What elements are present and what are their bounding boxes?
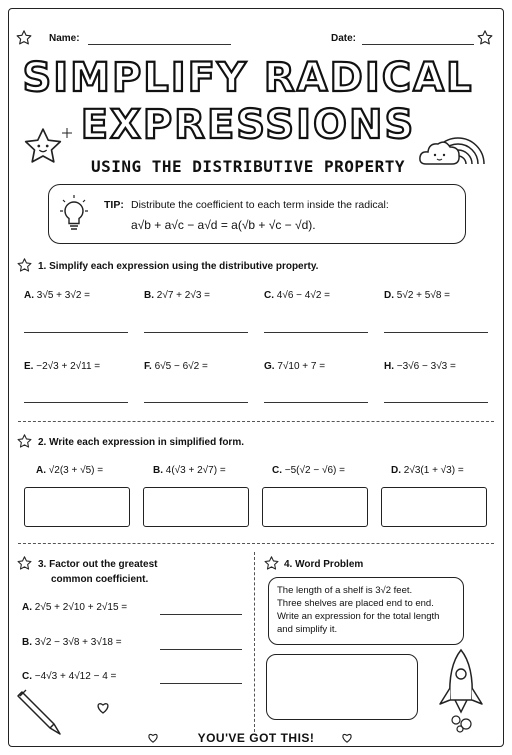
section-divider <box>18 421 494 422</box>
problem-letter: B. <box>153 465 163 476</box>
star-icon <box>16 30 32 46</box>
answer-line[interactable] <box>24 402 128 403</box>
answer-line[interactable] <box>264 402 368 403</box>
answer-line[interactable] <box>160 614 242 615</box>
problem <box>391 465 464 476</box>
problem-letter: A. <box>24 290 34 301</box>
section3-heading: 3. Factor out the greatest <box>38 559 158 570</box>
footer-text: YOU'VE GOT THIS! <box>197 731 315 745</box>
section3-heading-cont: common coefficient. <box>51 574 149 585</box>
sparkle-icon <box>62 128 72 138</box>
smiling-star-icon <box>22 126 64 168</box>
answer-line[interactable] <box>144 332 248 333</box>
answer-box[interactable] <box>24 487 130 527</box>
section1-heading: 1. Simplify each expression using the distributive property. <box>38 261 319 272</box>
tip-text: Distribute the coefficient to each term inside the radical: <box>131 199 389 211</box>
problem-letter: D. <box>384 290 394 301</box>
problem-expression: 7√10 + 7 = <box>277 361 326 372</box>
problem-expression: 6√5 − 6√2 = <box>154 361 208 372</box>
problem-letter: C. <box>22 671 32 682</box>
lightbulb-icon <box>60 195 88 235</box>
problem-letter: E. <box>24 361 34 372</box>
section-divider <box>18 543 494 544</box>
answer-box[interactable] <box>262 487 368 527</box>
star-icon <box>264 556 279 571</box>
word-problem-line: and simplify it. <box>277 624 338 635</box>
date-label: Date: <box>331 33 357 44</box>
problem-letter: G. <box>264 361 275 372</box>
rocket-icon <box>436 648 486 734</box>
word-problem-line: Write an expression for the total length <box>277 611 440 622</box>
word-problem-line: The length of a shelf is 3√2 feet. <box>277 585 413 596</box>
problem-expression: 4√6 − 4√2 = <box>276 290 331 301</box>
section4-heading: 4. Word Problem <box>284 559 364 570</box>
tip-box <box>48 184 466 244</box>
problem-expression: −5(√2 − √6) = <box>284 465 345 476</box>
date-field[interactable] <box>362 44 474 45</box>
problem-expression: √2(3 + √5) = <box>48 465 104 476</box>
heart-icon <box>96 702 110 714</box>
problem <box>153 465 226 476</box>
problem-expression: 5√2 + 5√8 = <box>396 290 451 301</box>
answer-line[interactable] <box>384 402 488 403</box>
page-subtitle: USING THE DISTRIBUTIVE PROPERTY <box>90 157 406 176</box>
word-problem-line: Three shelves are placed end to end. <box>277 598 434 609</box>
problem-letter: F. <box>144 361 152 372</box>
problem-expression: 4(√3 + 2√7) = <box>165 465 226 476</box>
problem-letter: H. <box>384 361 394 372</box>
problem <box>24 290 90 301</box>
problem <box>144 290 210 301</box>
answer-line[interactable] <box>384 332 488 333</box>
answer-box[interactable] <box>143 487 249 527</box>
tip-label: TIP: <box>104 199 124 211</box>
page-title-line2: EXPRESSIONS <box>80 102 416 148</box>
answer-box[interactable] <box>381 487 487 527</box>
problem-expression: 2√3(1 + √3) = <box>403 465 464 476</box>
problem-expression: 2√5 + 2√10 + 2√15 = <box>34 602 128 613</box>
problem-letter: A. <box>22 602 32 613</box>
tip-formula: a√b + a√c − a√d = a(√b + √c − √d). <box>131 218 316 232</box>
problem-letter: C. <box>264 290 274 301</box>
problem-letter: D. <box>391 465 401 476</box>
problem <box>22 602 127 613</box>
problem-expression: 3√5 + 3√2 = <box>36 290 91 301</box>
word-problem-answer-box[interactable] <box>266 654 418 720</box>
problem-letter: B. <box>22 637 32 648</box>
problem <box>22 637 122 648</box>
page-title-line1: SIMPLIFY RADICAL <box>22 55 474 101</box>
problem-letter: C. <box>272 465 282 476</box>
problem-expression: 3√2 − 3√8 + 3√18 = <box>34 637 122 648</box>
star-icon <box>17 258 32 273</box>
word-problem-box <box>268 577 464 645</box>
name-label: Name: <box>49 33 80 44</box>
problem-letter: B. <box>144 290 154 301</box>
name-field[interactable] <box>88 44 231 45</box>
answer-line[interactable] <box>160 649 242 650</box>
problem-expression: 2√7 + 2√3 = <box>156 290 211 301</box>
section-divider-vertical <box>254 552 255 732</box>
problem <box>264 290 330 301</box>
problem-expression: −4√3 + 4√12 − 4 = <box>34 671 117 682</box>
answer-line[interactable] <box>24 332 128 333</box>
star-icon <box>477 30 493 46</box>
problem <box>24 361 100 372</box>
problem <box>384 290 450 301</box>
problem <box>264 361 325 372</box>
problem <box>36 465 103 476</box>
star-icon <box>17 556 32 571</box>
cloud-icon <box>418 136 462 168</box>
problem <box>384 361 456 372</box>
star-icon <box>17 434 32 449</box>
pencil-icon <box>16 688 68 736</box>
answer-line[interactable] <box>264 332 368 333</box>
problem <box>22 671 116 682</box>
problem-expression: −3√6 − 3√3 = <box>396 361 456 372</box>
answer-line[interactable] <box>144 402 248 403</box>
problem-expression: −2√3 + 2√11 = <box>36 361 101 372</box>
section2-heading: 2. Write each expression in simplified form. <box>38 437 244 448</box>
answer-line[interactable] <box>160 683 242 684</box>
problem <box>144 361 208 372</box>
problem-letter: A. <box>36 465 46 476</box>
problem <box>272 465 345 476</box>
